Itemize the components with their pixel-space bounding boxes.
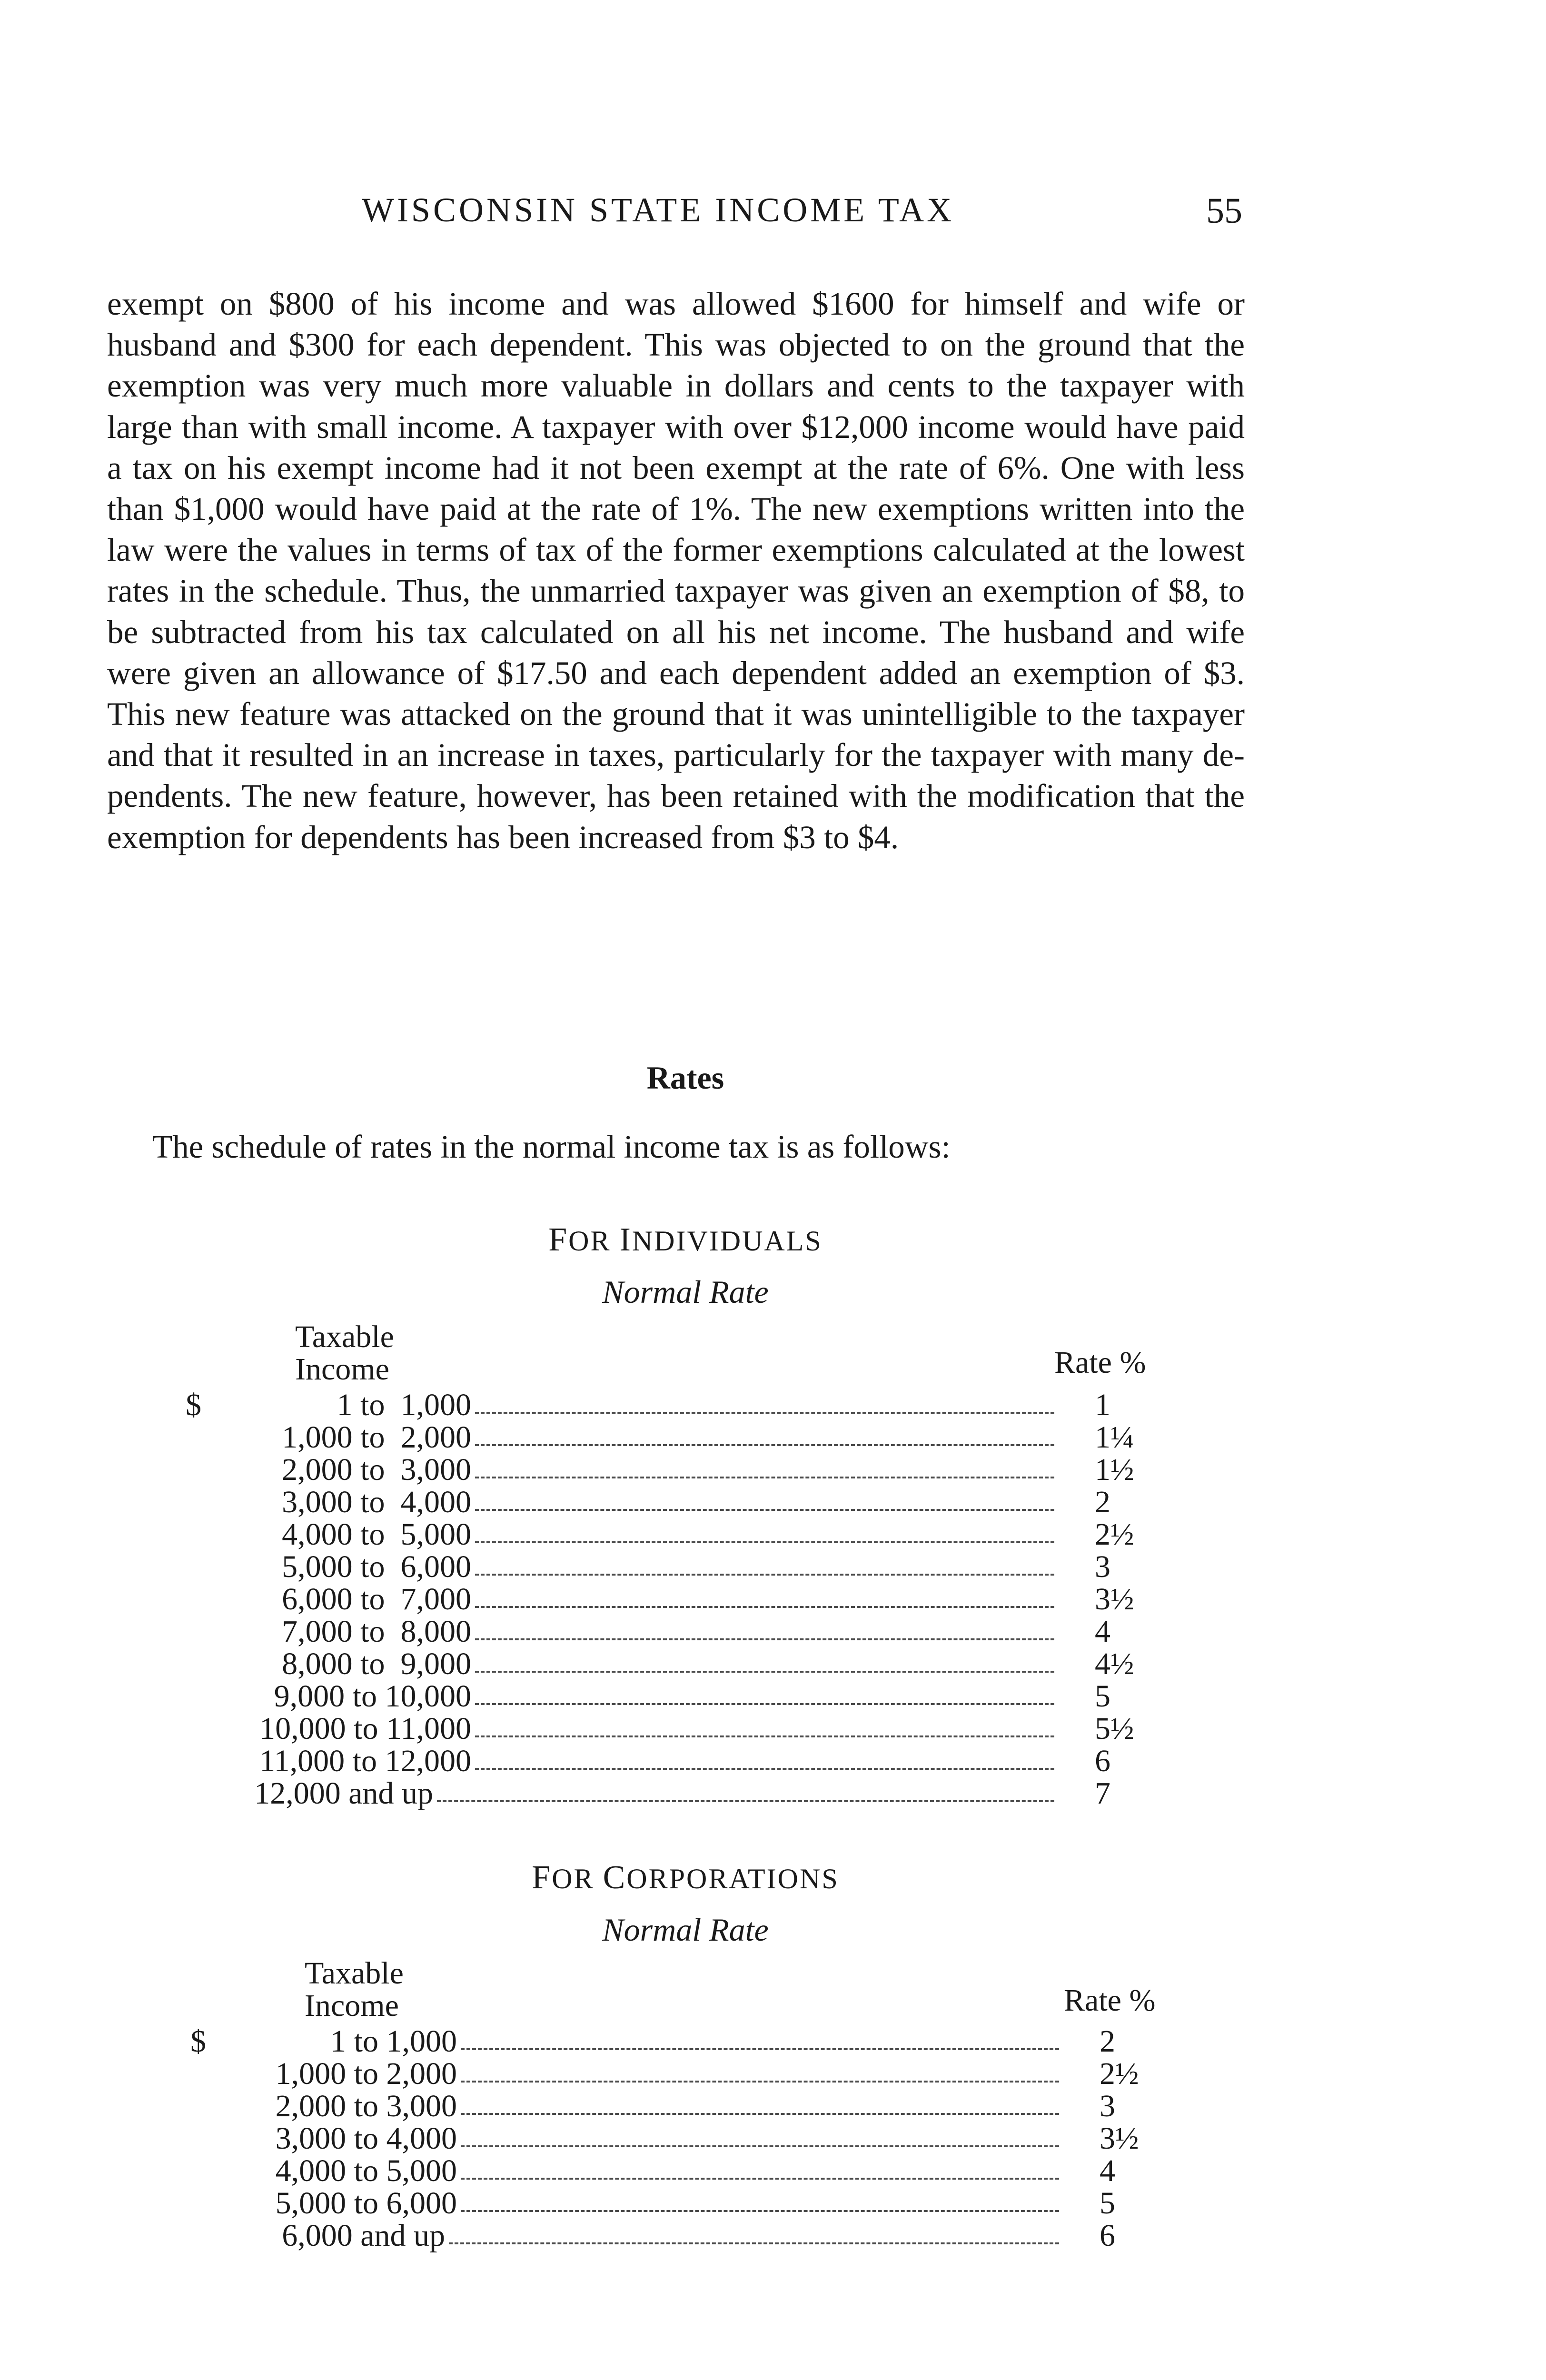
corporations-rate-header: Rate % <box>1064 1983 1156 2018</box>
rate-value: 6 <box>1095 1744 1110 1778</box>
income-bracket: 8,000 to 9,000 <box>282 1646 471 1681</box>
income-bracket: 9,000 to 10,000 <box>274 1679 471 1714</box>
corporations-heading-initial-1: F <box>532 1859 552 1896</box>
corporations-heading-rest-2: ORPORATIONS <box>626 1863 839 1894</box>
dot-leader <box>461 2113 1059 2115</box>
rate-row <box>190 2220 1166 2252</box>
income-bracket: 5,000 to 6,000 <box>282 1549 471 1584</box>
dot-leader <box>461 2081 1059 2082</box>
rate-row <box>186 1616 1161 1648</box>
individuals-heading-initial-1: F <box>548 1221 569 1258</box>
rate-row <box>186 1777 1161 1810</box>
income-bracket: 1,000 to 2,000 <box>282 1420 471 1455</box>
dot-leader <box>461 2145 1059 2147</box>
running-head <box>109 190 1242 248</box>
dot-leader <box>461 2210 1059 2212</box>
income-bracket: 3,000 to 4,000 <box>275 2121 457 2156</box>
rate-row <box>186 1583 1161 1616</box>
income-bracket: 4,000 to 5,000 <box>275 2153 457 2188</box>
income-bracket: 1 to 1,000 <box>337 1388 471 1422</box>
income-bracket: 2,000 to 3,000 <box>275 2089 457 2123</box>
rate-value: 5 <box>1100 2186 1115 2221</box>
rate-value: 5 <box>1095 1679 1110 1714</box>
corporations-heading <box>0 1859 1371 1897</box>
body-paragraph: exempt on $800 of his income and was allowed $1600 for himself and wife or husband and $300 for each dependent. This was objected to on the ground that the exemption was very much more valuable in dollars and cents to the taxpayer with large than with small income. A taxpayer with over $12,000 income would have paid a tax on his exempt income had it not been exempt at the rate of 6%. One with less than $1,000 would have paid at the rate of 1%. The new exemptions written into the law were the values in terms of tax of the former exemptions calculated at the lowest rates in the schedule. Thus, the unmarried taxpayer was given an exemption of $8, to be subtracted from his tax calculated on all his net income. The husband and wife were given an allowance of $17.50 and each dependent added an exemption of $3. This new feature was attacked on the ground that it was unintelligible to the taxpayer and that it resulted in an increase in taxes, particularly for the taxpayer with many dependents. The new feature, however, has been retained with the modification that the exemption for dependents has been increased from $3 to $4. <box>107 286 1245 855</box>
dot-leader <box>475 1509 1054 1511</box>
income-bracket: 1 to 1,000 <box>330 2024 457 2059</box>
dot-leader <box>475 1606 1054 1608</box>
dot-leader <box>449 2242 1059 2244</box>
income-bracket: 6,000 to 7,000 <box>282 1582 471 1616</box>
rate-value: 4 <box>1095 1614 1110 1649</box>
rate-row <box>190 2155 1166 2187</box>
rate-row <box>190 2090 1166 2122</box>
individuals-heading <box>0 1221 1371 1259</box>
corporations-income-header <box>305 1957 404 2022</box>
rate-value: 1½ <box>1095 1452 1134 1487</box>
rate-row <box>186 1648 1161 1680</box>
rate-value: 4 <box>1100 2153 1115 2188</box>
individuals-heading-rest-2: NDIVIDUALS <box>632 1225 823 1257</box>
dot-leader <box>475 1541 1054 1543</box>
rate-value: 6 <box>1100 2218 1115 2253</box>
individuals-subheading: Normal Rate <box>602 1274 769 1310</box>
dot-leader <box>475 1703 1054 1705</box>
rate-row <box>186 1745 1161 1777</box>
corporations-income-header-line1: Taxable <box>305 1956 404 1991</box>
running-title: WISCONSIN STATE INCOME TAX <box>362 191 955 229</box>
dot-leader <box>475 1735 1054 1737</box>
rate-row <box>186 1680 1161 1713</box>
rate-value: 4½ <box>1095 1646 1134 1681</box>
dot-leader <box>461 2048 1059 2050</box>
dot-leader <box>461 2178 1059 2180</box>
rate-row <box>186 1713 1161 1745</box>
dot-leader <box>475 1477 1054 1478</box>
individuals-rate-header: Rate % <box>1054 1345 1146 1380</box>
dot-leader <box>475 1412 1054 1414</box>
individuals-income-header <box>295 1321 394 1386</box>
rate-row <box>186 1486 1161 1518</box>
rate-row <box>186 1518 1161 1551</box>
page-number: 55 <box>1206 191 1242 231</box>
income-bracket: 10,000 to 11,000 <box>259 1711 471 1746</box>
individuals-income-header-line2: Income <box>295 1352 389 1387</box>
income-bracket: 1,000 to 2,000 <box>275 2056 457 2091</box>
rate-value: 2½ <box>1100 2056 1139 2091</box>
individuals-income-header-line1: Taxable <box>295 1319 394 1354</box>
corporations-subheading: Normal Rate <box>602 1912 769 1948</box>
corporations-income-header-line2: Income <box>305 1988 399 2023</box>
income-bracket: 5,000 to 6,000 <box>275 2186 457 2221</box>
individuals-heading-rest-1: OR <box>568 1225 620 1257</box>
rate-row <box>190 2122 1166 2155</box>
rate-value: 2½ <box>1095 1517 1134 1552</box>
rate-value: 1 <box>1095 1388 1110 1422</box>
rate-row <box>186 1389 1161 1421</box>
rate-row <box>190 2058 1166 2090</box>
rate-value: 2 <box>1095 1485 1110 1519</box>
rate-value: 3 <box>1095 1549 1110 1584</box>
rate-value: 7 <box>1095 1776 1110 1811</box>
rate-value: 3 <box>1100 2089 1115 2123</box>
rate-row <box>186 1454 1161 1486</box>
income-bracket: 12,000 and up <box>254 1776 433 1811</box>
dot-leader <box>475 1768 1054 1770</box>
rate-row <box>186 1551 1161 1583</box>
rate-value: 5½ <box>1095 1711 1134 1746</box>
rate-value: 2 <box>1100 2024 1115 2059</box>
corporations-heading-initial-2: C <box>603 1859 627 1896</box>
rates-heading: Rates <box>646 1060 724 1096</box>
income-bracket: 7,000 to 8,000 <box>282 1614 471 1649</box>
dot-leader <box>475 1671 1054 1673</box>
dot-leader <box>475 1444 1054 1446</box>
currency-symbol: $ <box>186 1388 201 1422</box>
dot-leader <box>475 1638 1054 1640</box>
dot-leader <box>475 1574 1054 1576</box>
rate-row <box>190 2025 1166 2058</box>
income-bracket: 2,000 to 3,000 <box>282 1452 471 1487</box>
corporations-heading-rest-1: OR <box>552 1863 603 1894</box>
income-bracket: 6,000 and up <box>282 2218 445 2253</box>
income-bracket: 4,000 to 5,000 <box>282 1517 471 1552</box>
rate-row <box>190 2187 1166 2220</box>
rate-value: 1¼ <box>1095 1420 1134 1455</box>
rate-value: 3½ <box>1100 2121 1139 2156</box>
income-bracket: 11,000 to 12,000 <box>259 1744 471 1778</box>
rates-intro: The schedule of rates in the normal income tax is as follows: <box>152 1129 951 1165</box>
dot-leader <box>437 1800 1054 1802</box>
currency-symbol: $ <box>190 2024 206 2059</box>
rate-row <box>186 1421 1161 1454</box>
rate-value: 3½ <box>1095 1582 1134 1616</box>
individuals-heading-initial-2: I <box>619 1221 632 1258</box>
income-bracket: 3,000 to 4,000 <box>282 1485 471 1519</box>
